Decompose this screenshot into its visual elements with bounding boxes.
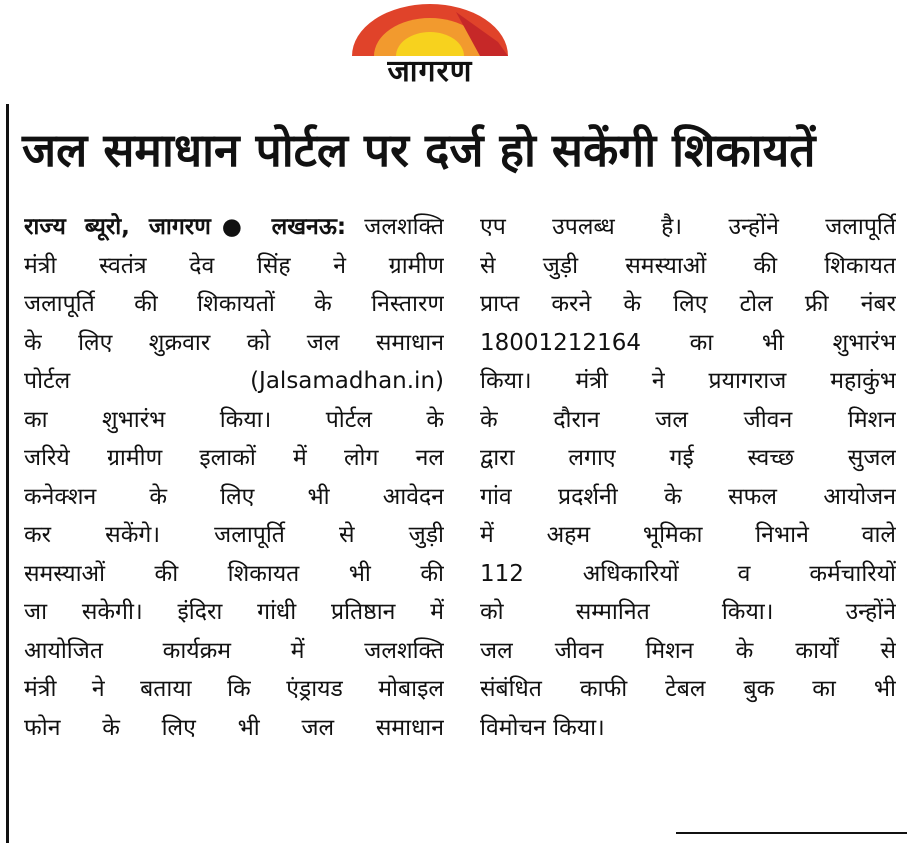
text-line: को सम्मानित किया। उन्होंने	[480, 599, 896, 625]
text-line: किया। मंत्री ने प्रयागराज महाकुंभ	[480, 368, 896, 394]
rising-sun-icon	[348, 2, 512, 58]
text-line: कर सकेंगे। जलापूर्ति से जुड़ी	[24, 522, 444, 548]
text-line: विमोचन किया।	[480, 714, 605, 741]
text-line: जल जीवन मिशन के कार्यों से	[480, 637, 896, 664]
text-line: फोन के लिए भी जल समाधान	[24, 714, 444, 741]
text-line: 18001212164 का भी शुभारंभ	[480, 329, 896, 356]
text-line: जलापूर्ति की शिकायतों के निस्तारण	[24, 291, 444, 317]
article-column-right	[480, 208, 896, 747]
text-line: संबंधित काफी टेबल बुक का भी	[480, 676, 896, 702]
text-line: समस्याओं की शिकायत भी की	[24, 560, 444, 587]
headline: जल समाधान पोर्टल पर दर्ज हो सकेंगी शिकायतें	[22, 123, 816, 177]
text-line: आयोजित कार्यक्रम में जलशक्ति	[24, 637, 444, 664]
text-line: प्राप्त करने के लिए टोल फ्री नंबर	[480, 291, 896, 317]
text-line: एप उपलब्ध है। उन्होंने जलापूर्ति	[480, 214, 896, 240]
jagran-logo	[345, 0, 515, 95]
text-line: मंत्री ने बताया कि एंड्रायड मोबाइल	[24, 676, 444, 702]
left-column-rule	[6, 104, 9, 843]
text-line: राज्य ब्यूरो, जागरण● लखनऊ: जलशक्ति	[24, 214, 444, 240]
article-column-left	[24, 208, 444, 747]
text-line: का शुभारंभ किया। पोर्टल के	[24, 406, 444, 433]
text-line: मंत्री स्वतंत्र देव सिंह ने ग्रामीण	[24, 252, 444, 279]
byline-credit: राज्य ब्यूरो, जागरण● लखनऊ:	[24, 214, 347, 240]
text-line: में अहम भूमिका निभाने वाले	[480, 522, 896, 548]
text-line: के दौरान जल जीवन मिशन	[480, 406, 896, 433]
text-line: पोर्टल (Jalsamadhan.in)	[24, 368, 444, 394]
text-line: के लिए शुक्रवार को जल समाधान	[24, 329, 444, 356]
text-line: से जुड़ी समस्याओं की शिकायत	[480, 252, 896, 279]
logo-wordmark: जागरण	[387, 54, 473, 89]
text-line: कनेक्शन के लिए भी आवेदन	[24, 483, 444, 510]
text-line: गांव प्रदर्शनी के सफल आयोजन	[480, 483, 896, 510]
text-line: द्वारा लगाए गई स्वच्छ सुजल	[480, 445, 896, 471]
text-line: जा सकेगी। इंदिरा गांधी प्रतिष्ठान में	[24, 599, 444, 625]
bottom-rule	[676, 832, 907, 834]
text-line: 112 अधिकारियों व कर्मचारियों	[480, 560, 896, 587]
text-line: जरिये ग्रामीण इलाकों में लोग नल	[24, 445, 444, 471]
